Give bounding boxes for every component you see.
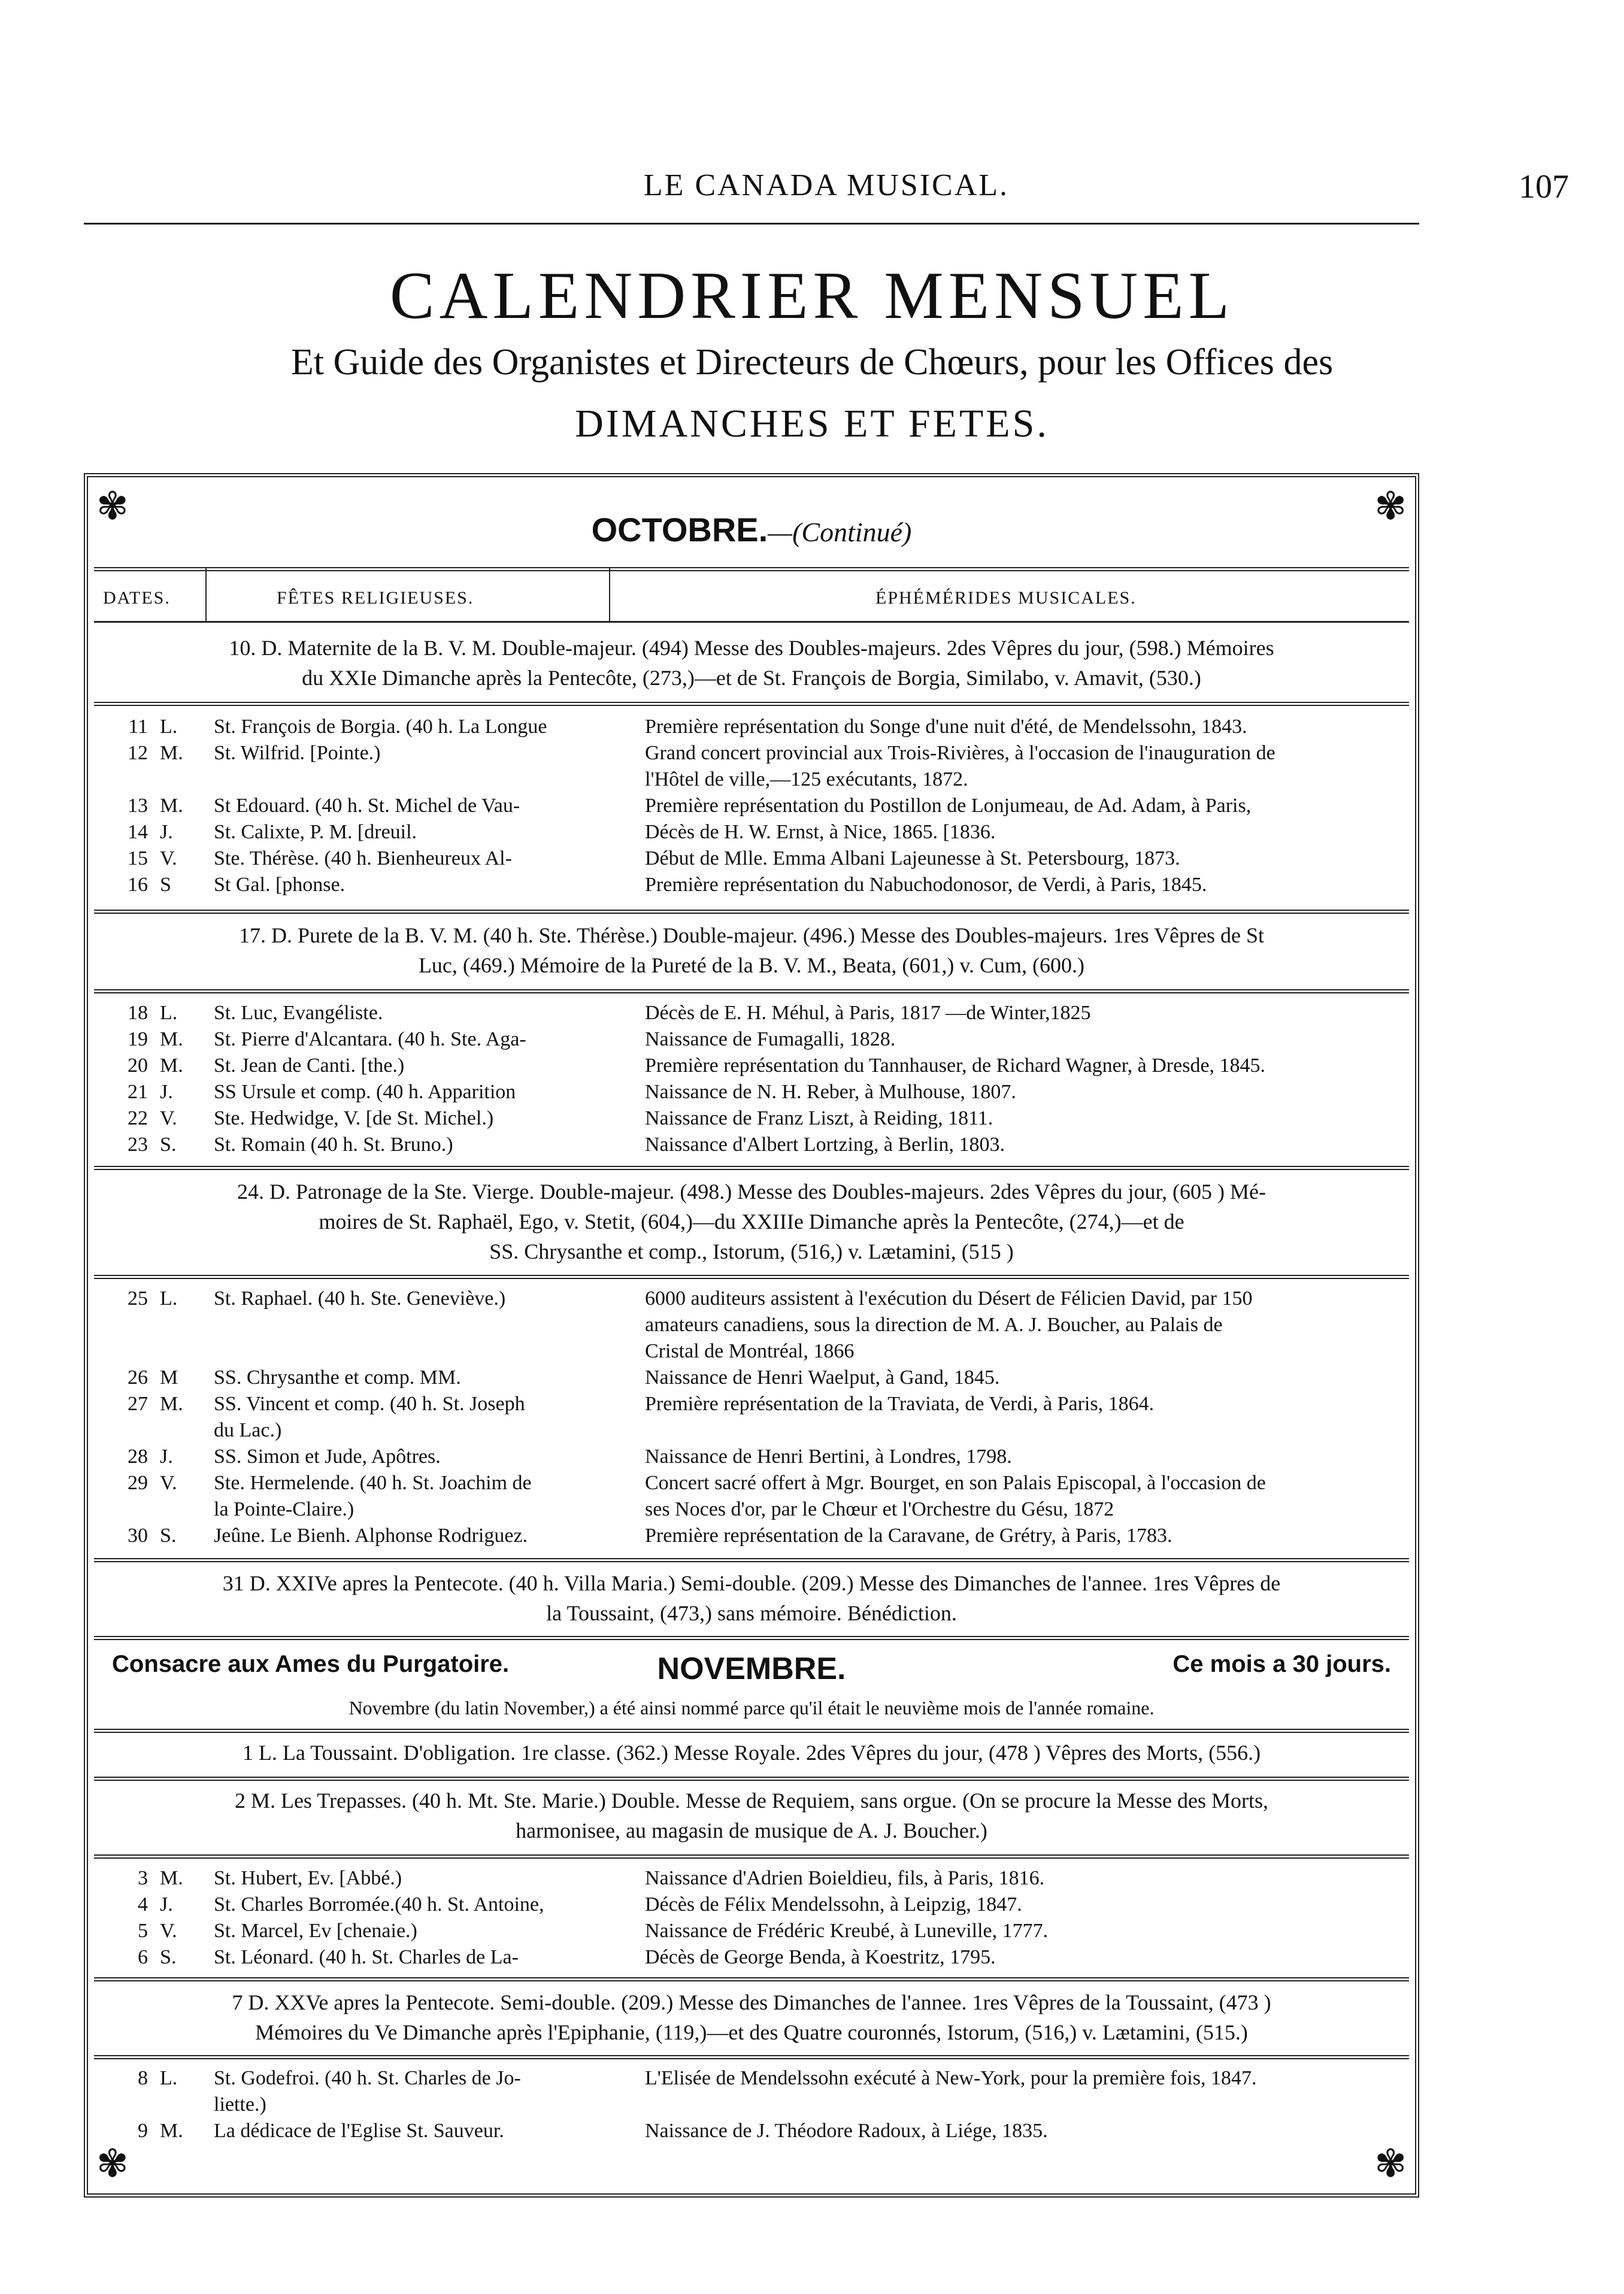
day-row — [106, 740, 1403, 766]
feast-line: harmonisee, au magasin de musique de A. J. Boucher.) — [516, 1819, 987, 1843]
running-head — [84, 168, 1569, 210]
feast-text: Ste. Hermelende. (40 h. St. Joachim de — [214, 1472, 532, 1494]
weekday: L. — [160, 1002, 178, 1024]
feast-text: Jeûne. Le Bienh. Alphonse Rodriguez. — [214, 1525, 528, 1547]
feast-day-10 — [112, 633, 1391, 693]
weekday: M. — [160, 1028, 183, 1050]
rule — [94, 621, 1409, 623]
feast-day-24 — [112, 1177, 1391, 1266]
day-number: 12 — [128, 742, 148, 764]
ephemeride-text: Naissance de Henri Waelput, à Gand, 1845. — [645, 1366, 1000, 1389]
feast-text: du Lac.) — [214, 1419, 282, 1441]
feast-text: St. François de Borgia. (40 h. La Longue — [214, 716, 547, 738]
feast-line: la Toussaint, (473,) sans mémoire. Bénédiction. — [546, 1601, 957, 1625]
ephemeride-text: Décès de George Benda, à Koestritz, 1795. — [645, 1946, 996, 1968]
day-row — [106, 1523, 1403, 1549]
november-note: Novembre (du latin November,) a été ainsi nommé parce qu'il était le neuvième mois de l'année romaine. — [349, 1697, 1155, 1719]
weekday: L. — [160, 2067, 178, 2089]
weekday: V. — [160, 847, 177, 869]
day-number: 9 — [138, 2120, 148, 2142]
day-rows-11-16 — [106, 714, 1403, 898]
day-number: 18 — [128, 1002, 148, 1024]
feast-text: la Pointe-Claire.) — [214, 1498, 355, 1520]
ephemeride-text: Première représentation du Songe d'une nuit d'été, de Mendelssohn, 1843. — [645, 716, 1247, 738]
feast-text: SS. Simon et Jude, Apôtres. — [214, 1446, 441, 1468]
weekday: V. — [160, 1472, 177, 1494]
feast-text: St. Raphael. (40 h. Ste. Geneviève.) — [214, 1287, 506, 1310]
day-number: 6 — [138, 1946, 148, 1968]
feast-line: 10. D. Maternite de la B. V. M. Double-majeur. (494) Messe des Doubles-majeurs. 2des Vêpres du jour, (598.) Mémoires — [229, 636, 1274, 660]
feast-text: liette.) — [214, 2093, 266, 2116]
day-number: 23 — [128, 1134, 148, 1156]
running-title: LE CANADA MUSICAL. — [643, 168, 1010, 202]
day-row — [106, 2092, 1403, 2118]
feast-line: 24. D. Patronage de la Ste. Vierge. Double-majeur. (498.) Messe des Doubles-majeurs. 2des Vêpres du jour, (605 ) Mé- — [237, 1180, 1266, 1204]
day-number: 5 — [138, 1920, 148, 1942]
feast-day-1: 1 L. La Toussaint. D'obligation. 1re classe. (362.) Messe Royale. 2des Vêpres du jour, (478 ) Vêpres des Morts, (556.) — [242, 1741, 1261, 1765]
day-row — [106, 1892, 1403, 1918]
day-number: 16 — [128, 874, 148, 896]
day-row — [106, 2118, 1403, 2144]
day-number: 15 — [128, 847, 148, 869]
day-rows-18-23 — [106, 1000, 1403, 1158]
feast-day-2 — [112, 1786, 1391, 1845]
calendar-frame — [84, 473, 1419, 2198]
day-row — [106, 793, 1403, 819]
feast-text: St. Hubert, Ev. [Abbé.) — [214, 1867, 402, 1889]
day-row — [106, 1286, 1403, 1312]
day-row — [106, 1053, 1403, 1079]
november-dedication: Consacre aux Ames du Purgatoire. — [112, 1651, 510, 1677]
day-number: 11 — [128, 716, 148, 738]
feast-text: Ste. Thérèse. (40 h. Bienheureux Al- — [214, 847, 512, 869]
weekday: V. — [160, 1920, 177, 1942]
feast-line: Mémoires du Ve Dimanche après l'Epiphanie, (119,)—et des Quatre couronnés, Istorum, (516,) v. Lætamini, (515.) — [255, 2020, 1248, 2044]
weekday: M. — [160, 1393, 183, 1415]
day-number: 26 — [128, 1366, 148, 1389]
ornament-icon: ✾ — [96, 484, 129, 529]
feast-text: St. Luc, Evangéliste. — [214, 1002, 383, 1024]
ephemeride-text: Grand concert provincial aux Trois-Rivières, à l'occasion de l'inauguration de — [645, 742, 1275, 764]
rule — [94, 1275, 1409, 1279]
page-number: 107 — [1519, 168, 1569, 205]
day-number: 4 — [138, 1893, 148, 1916]
day-row — [106, 819, 1403, 846]
ephemeride-text: l'Hôtel de ville,—125 exécutants, 1872. — [645, 768, 968, 790]
feast-text: St Gal. [phonse. — [214, 874, 346, 896]
feast-line: Luc, (469.) Mémoire de la Pureté de la B. V. M., Beata, (601,) v. Cum, (600.) — [418, 953, 1085, 977]
feast-text: St Edouard. (40 h. St. Michel de Vau- — [214, 795, 520, 817]
day-number: 20 — [128, 1054, 148, 1077]
weekday: S. — [160, 1134, 177, 1156]
day-number: 13 — [128, 795, 148, 817]
weekday: M. — [160, 742, 183, 764]
ephemeride-text: Naissance de Frédéric Kreubé, à Luneville, 1777. — [645, 1920, 1049, 1942]
ephemeride-text: Naissance de N. H. Reber, à Mulhouse, 1807. — [645, 1081, 1016, 1103]
ephemeride-text: Naissance d'Albert Lortzing, à Berlin, 1803. — [645, 1134, 1005, 1156]
col-divider — [205, 567, 207, 621]
weekday: S. — [160, 1525, 177, 1547]
ephemeride-text: Première représentation de la Traviata, de Verdi, à Paris, 1864. — [645, 1393, 1155, 1415]
feast-text: St. Pierre d'Alcantara. (40 h. Ste. Aga- — [214, 1028, 526, 1050]
feast-text: SS. Vincent et comp. (40 h. St. Joseph — [214, 1393, 525, 1415]
ornament-icon: ✾ — [96, 2142, 129, 2186]
rule — [94, 1636, 1409, 1640]
feast-text: SS Ursule et comp. (40 h. Apparition — [214, 1081, 516, 1103]
feast-text: St. Romain (40 h. St. Bruno.) — [214, 1134, 453, 1156]
weekday: J. — [160, 821, 173, 843]
ephemeride-text: Première représentation du Postillon de Lonjumeau, de Ad. Adam, à Paris, — [645, 795, 1252, 817]
weekday: J. — [160, 1081, 173, 1103]
rule — [94, 1558, 1409, 1562]
feast-text: St. Godefroi. (40 h. St. Charles de Jo- — [214, 2067, 521, 2089]
feast-line: 31 D. XXIVe apres la Pentecote. (40 h. Villa Maria.) Semi-double. (209.) Messe des Dimanches de l'annee. 1res Vêpres de — [222, 1571, 1281, 1595]
ornament-icon: ✾ — [1374, 484, 1407, 529]
rule — [94, 702, 1409, 706]
ephemeride-text: Décès de Félix Mendelssohn, à Leipzig, 1847. — [645, 1893, 1022, 1916]
rule — [94, 1777, 1409, 1781]
ephemeride-text: 6000 auditeurs assistent à l'exécution du Désert de Félicien David, par 150 — [645, 1287, 1253, 1310]
day-row — [106, 1000, 1403, 1026]
weekday: M — [160, 1366, 178, 1389]
day-row — [106, 2065, 1403, 2092]
feast-day-17 — [112, 920, 1391, 980]
rule — [94, 910, 1409, 914]
day-row — [106, 1417, 1403, 1444]
ephemeride-text: Décès de E. H. Méhul, à Paris, 1817 —de Winter,1825 — [645, 1002, 1091, 1024]
day-row — [106, 1365, 1403, 1391]
page-title: CALENDRIER MENSUEL — [389, 259, 1235, 333]
weekday: M. — [160, 1054, 183, 1077]
weekday: L. — [160, 716, 178, 738]
subtitle-2: DIMANCHES ET FETES. — [575, 402, 1049, 446]
feast-line: SS. Chrysanthe et comp., Istorum, (516,) v. Lætamini, (515 ) — [489, 1240, 1014, 1263]
feast-line: du XXIe Dimanche après la Pentecôte, (273,)—et de St. François de Borgia, Similabo, v. Amavit, (530.) — [302, 666, 1201, 690]
day-row — [106, 1444, 1403, 1470]
day-row — [106, 1918, 1403, 1944]
weekday: M. — [160, 2120, 183, 2142]
day-number: 21 — [128, 1081, 148, 1103]
col-header-dates: DATES. — [103, 588, 171, 608]
ephemeride-text: ses Noces d'or, par le Chœur et l'Orchestre du Gésu, 1872 — [645, 1498, 1114, 1520]
continued-label: —(Continué) — [768, 517, 912, 547]
header-rule — [84, 223, 1419, 225]
month-name: NOVEMBRE. — [657, 1651, 846, 1686]
day-rows-8-9 — [106, 2065, 1403, 2144]
feast-day-31 — [112, 1568, 1391, 1628]
day-number: 8 — [138, 2067, 148, 2089]
feast-text: St. Léonard. (40 h. St. Charles de La- — [214, 1946, 519, 1968]
day-number: 27 — [128, 1393, 148, 1415]
day-row — [106, 1496, 1403, 1523]
ephemeride-text: Première représentation de la Caravane, de Grétry, à Paris, 1783. — [645, 1525, 1172, 1547]
day-row — [106, 872, 1403, 898]
month-days-count: Ce mois a 30 jours. — [1172, 1651, 1391, 1677]
day-number: 30 — [128, 1525, 148, 1547]
day-row — [106, 1026, 1403, 1053]
day-row — [106, 1470, 1403, 1496]
rule — [94, 989, 1409, 993]
weekday: L. — [160, 1287, 178, 1310]
day-row — [106, 846, 1403, 872]
subtitle: Et Guide des Organistes et Directeurs de Chœurs, pour les Offices des — [290, 342, 1334, 383]
weekday: J. — [160, 1446, 173, 1468]
weekday: S — [160, 874, 171, 896]
weekday: S. — [160, 1946, 177, 1968]
ephemeride-text: Première représentation du Tannhauser, de Richard Wagner, à Dresde, 1845. — [645, 1054, 1266, 1077]
month-name: OCTOBRE. — [591, 511, 768, 549]
col-header-fetes: FÊTES RELIGIEUSES. — [277, 588, 474, 608]
day-number: 25 — [128, 1287, 148, 1310]
day-number: 14 — [128, 821, 148, 843]
feast-line: 7 D. XXVe apres la Pentecote. Semi-double. (209.) Messe des Dimanches de l'annee. 1res Vêpres de la Toussaint, (473 ) — [232, 1990, 1271, 2014]
ephemeride-text: Naissance de Franz Liszt, à Reiding, 1811. — [645, 1107, 993, 1129]
rule — [94, 2055, 1409, 2059]
col-divider — [609, 567, 610, 621]
ephemeride-text: Début de Mlle. Emma Albani Lajeunesse à St. Petersbourg, 1873. — [645, 847, 1180, 869]
ephemeride-text: Naissance d'Adrien Boieldieu, fils, à Paris, 1816. — [645, 1867, 1045, 1889]
feast-text: La dédicace de l'Eglise St. Sauveur. — [214, 2120, 504, 2142]
day-rows-3-6 — [106, 1865, 1403, 1971]
day-number: 19 — [128, 1028, 148, 1050]
feast-text: St. Marcel, Ev [chenaie.) — [214, 1920, 417, 1942]
day-row — [106, 1079, 1403, 1105]
ephemeride-text: Naissance de J. Théodore Radoux, à Liége, 1835. — [645, 2120, 1048, 2142]
feast-text: Ste. Hedwidge, V. [de St. Michel.) — [214, 1107, 494, 1129]
weekday: M. — [160, 795, 183, 817]
feast-day-7 — [112, 1987, 1391, 2047]
feast-line: 17. D. Purete de la B. V. M. (40 h. Ste. Thérèse.) Double-majeur. (496.) Messe des Doubles-majeurs. 1res Vêpres de St — [238, 923, 1264, 947]
day-row — [106, 1338, 1403, 1365]
ornament-icon: ✾ — [1374, 2142, 1407, 2186]
ephemeride-text: Cristal de Montréal, 1866 — [645, 1340, 855, 1362]
day-row — [106, 714, 1403, 740]
day-row — [106, 1132, 1403, 1158]
day-row — [106, 1312, 1403, 1338]
ephemeride-text: L'Elisée de Mendelssohn exécuté à New-York, pour la première fois, 1847. — [645, 2067, 1257, 2089]
day-row — [106, 766, 1403, 793]
ephemeride-text: Naissance de Henri Bertini, à Londres, 1798. — [645, 1446, 1012, 1468]
ephemeride-text: Concert sacré offert à Mgr. Bourget, en son Palais Episcopal, à l'occasion de — [645, 1472, 1266, 1494]
day-row — [106, 1944, 1403, 1971]
ephemeride-text: amateurs canadiens, sous la direction de M. A. J. Boucher, au Palais de — [645, 1314, 1223, 1336]
weekday: V. — [160, 1107, 177, 1129]
rule — [94, 1854, 1409, 1859]
day-number: 28 — [128, 1446, 148, 1468]
rule — [94, 1166, 1409, 1170]
feast-text: St. Calixte, P. M. [dreuil. — [214, 821, 417, 843]
weekday: M. — [160, 1867, 183, 1889]
day-number: 29 — [128, 1472, 148, 1494]
month-heading-octobre — [88, 510, 1415, 549]
ephemeride-text: Première représentation du Nabuchodonosor, de Verdi, à Paris, 1845. — [645, 874, 1207, 896]
day-row — [106, 1105, 1403, 1132]
rule — [94, 1977, 1409, 1981]
rule — [94, 567, 1409, 571]
day-number: 3 — [138, 1867, 148, 1889]
day-row — [106, 1391, 1403, 1417]
feast-text: St. Wilfrid. [Pointe.) — [214, 742, 381, 764]
ephemeride-text: Naissance de Fumagalli, 1828. — [645, 1028, 896, 1050]
rule — [94, 1729, 1409, 1733]
day-rows-25-30 — [106, 1286, 1403, 1549]
day-number: 22 — [128, 1107, 148, 1129]
feast-line: moires de St. Raphaël, Ego, v. Stetit, (604,)—du XXIIIe Dimanche après la Pentecôte, (274,)—et de — [319, 1210, 1184, 1234]
ephemeride-text: Décès de H. W. Ernst, à Nice, 1865. [1836. — [645, 821, 996, 843]
day-row — [106, 1865, 1403, 1892]
col-header-ephemerides: ÉPHÉMÉRIDES MUSICALES. — [875, 588, 1137, 608]
feast-text: St. Jean de Canti. [the.) — [214, 1054, 405, 1077]
feast-text: St. Charles Borromée.(40 h. St. Antoine, — [214, 1893, 544, 1916]
feast-line: 2 M. Les Trepasses. (40 h. Mt. Ste. Marie.) Double. Messe de Requiem, sans orgue. (On se procure la Messe des Morts, — [234, 1789, 1269, 1813]
weekday: J. — [160, 1893, 173, 1916]
feast-text: SS. Chrysanthe et comp. MM. — [214, 1366, 461, 1389]
